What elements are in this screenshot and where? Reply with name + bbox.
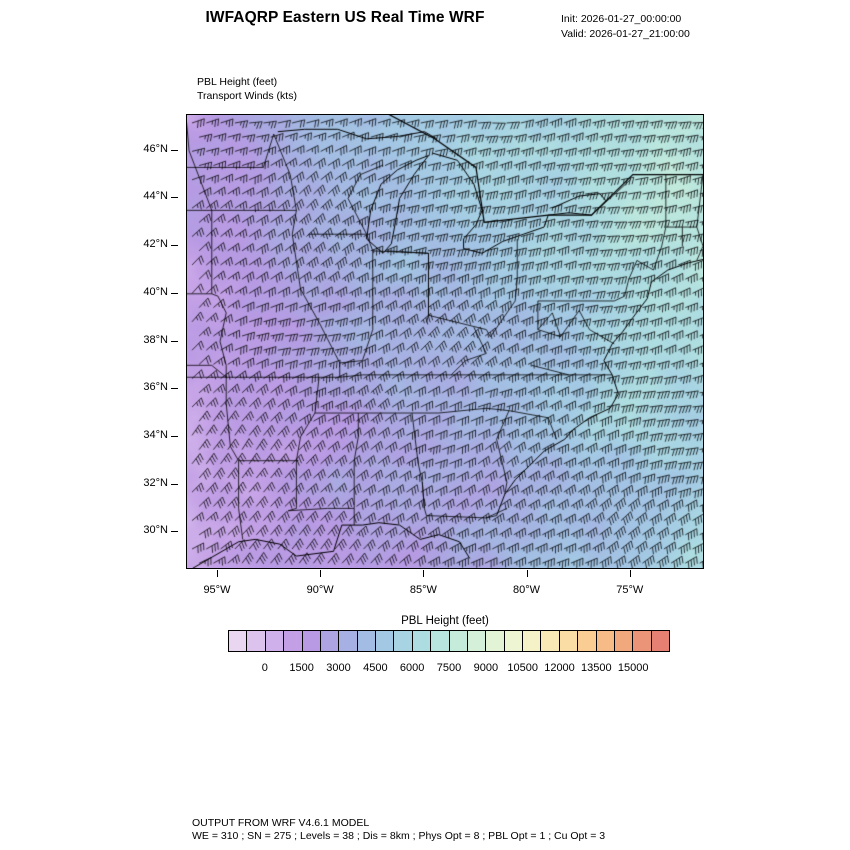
y-tick-mark — [171, 484, 178, 485]
colorbar-swatch — [284, 631, 302, 651]
colorbar-tick-label: 9000 — [473, 662, 499, 674]
colorbar-tick-label: 3000 — [326, 662, 351, 674]
colorbar-swatch — [615, 631, 633, 651]
pbl-height-heatmap-canvas — [187, 115, 703, 568]
colorbar-tick-label: 15000 — [617, 662, 649, 674]
colorbar-swatch — [541, 631, 559, 651]
colorbar — [228, 630, 670, 652]
colorbar-tick-label: 0 — [261, 662, 268, 674]
colorbar-tick-label: 6000 — [399, 662, 425, 674]
valid-time-label: Valid: 2026-01-27_21:00:00 — [561, 28, 690, 40]
colorbar-swatch — [358, 631, 376, 651]
x-tick-mark — [423, 570, 424, 577]
x-tick-mark — [217, 570, 218, 577]
field-label-pbl-height: PBL Height (feet) — [197, 76, 278, 88]
y-tick-mark — [171, 150, 178, 151]
y-tick-label: 40°N — [143, 285, 168, 298]
x-tick-label: 90°W — [306, 584, 334, 596]
colorbar-tick-label: 1500 — [289, 662, 314, 674]
colorbar-tick-label: 4500 — [363, 662, 388, 674]
colorbar-title: PBL Height (feet) — [401, 615, 489, 627]
x-tick-mark — [527, 570, 528, 577]
y-tick-label: 46°N — [143, 142, 168, 155]
colorbar-swatch — [468, 631, 486, 651]
colorbar-swatch — [523, 631, 541, 651]
map-plot-area — [186, 114, 704, 569]
colorbar-tick-label: 13500 — [581, 662, 612, 674]
y-tick-mark — [171, 388, 178, 389]
page-title: IWFAQRP Eastern US Real Time WRF — [205, 9, 485, 26]
colorbar-swatch — [394, 631, 412, 651]
colorbar-tick-label: 10500 — [507, 662, 538, 674]
colorbar-swatch — [431, 631, 449, 651]
y-tick-label: 32°N — [143, 476, 168, 489]
x-tick-label: 75°W — [616, 584, 644, 596]
colorbar-swatch — [450, 631, 468, 651]
footer-config-line: WE = 310 ; SN = 275 ; Levels = 38 ; Dis = 8km ; Phys Opt = 8 ; PBL Opt = 1 ; Cu Opt = 3 — [192, 830, 606, 842]
footer-model-line: OUTPUT FROM WRF V4.6.1 MODEL — [192, 817, 370, 829]
y-tick-label: 36°N — [143, 381, 168, 394]
y-axis-latitude — [120, 114, 178, 569]
x-tick-label: 95°W — [203, 584, 231, 596]
x-tick-mark — [630, 570, 631, 577]
colorbar-swatch — [376, 631, 394, 651]
colorbar-swatch — [303, 631, 321, 651]
y-tick-mark — [171, 293, 178, 294]
y-tick-label: 42°N — [143, 238, 168, 251]
colorbar-swatch — [597, 631, 615, 651]
colorbar-swatch — [413, 631, 431, 651]
colorbar-tick-labels — [228, 662, 670, 682]
y-tick-mark — [171, 245, 178, 246]
x-tick-label: 80°W — [513, 584, 541, 596]
colorbar-swatch — [247, 631, 265, 651]
y-tick-mark — [171, 197, 178, 198]
colorbar-swatch — [339, 631, 357, 651]
colorbar-swatch — [578, 631, 596, 651]
y-tick-mark — [171, 436, 178, 437]
x-tick-label: 85°W — [409, 584, 437, 596]
colorbar-swatch — [266, 631, 284, 651]
x-tick-mark — [320, 570, 321, 577]
x-axis-longitude — [186, 570, 704, 610]
field-label-transport-winds: Transport Winds (kts) — [197, 90, 297, 102]
y-tick-label: 34°N — [143, 428, 168, 441]
colorbar-swatch — [652, 631, 669, 651]
y-tick-mark — [171, 531, 178, 532]
colorbar-swatch — [560, 631, 578, 651]
colorbar-tick-label: 12000 — [544, 662, 575, 674]
colorbar-swatch — [321, 631, 339, 651]
colorbar-swatch — [486, 631, 504, 651]
y-tick-label: 44°N — [143, 190, 168, 203]
colorbar-tick-label: 7500 — [436, 662, 462, 674]
colorbar-swatch — [229, 631, 247, 651]
y-tick-label: 38°N — [143, 333, 168, 346]
y-tick-label: 30°N — [143, 524, 168, 537]
colorbar-swatch — [633, 631, 651, 651]
colorbar-swatch — [505, 631, 523, 651]
init-time-label: Init: 2026-01-27_00:00:00 — [561, 13, 682, 25]
y-tick-mark — [171, 341, 178, 342]
